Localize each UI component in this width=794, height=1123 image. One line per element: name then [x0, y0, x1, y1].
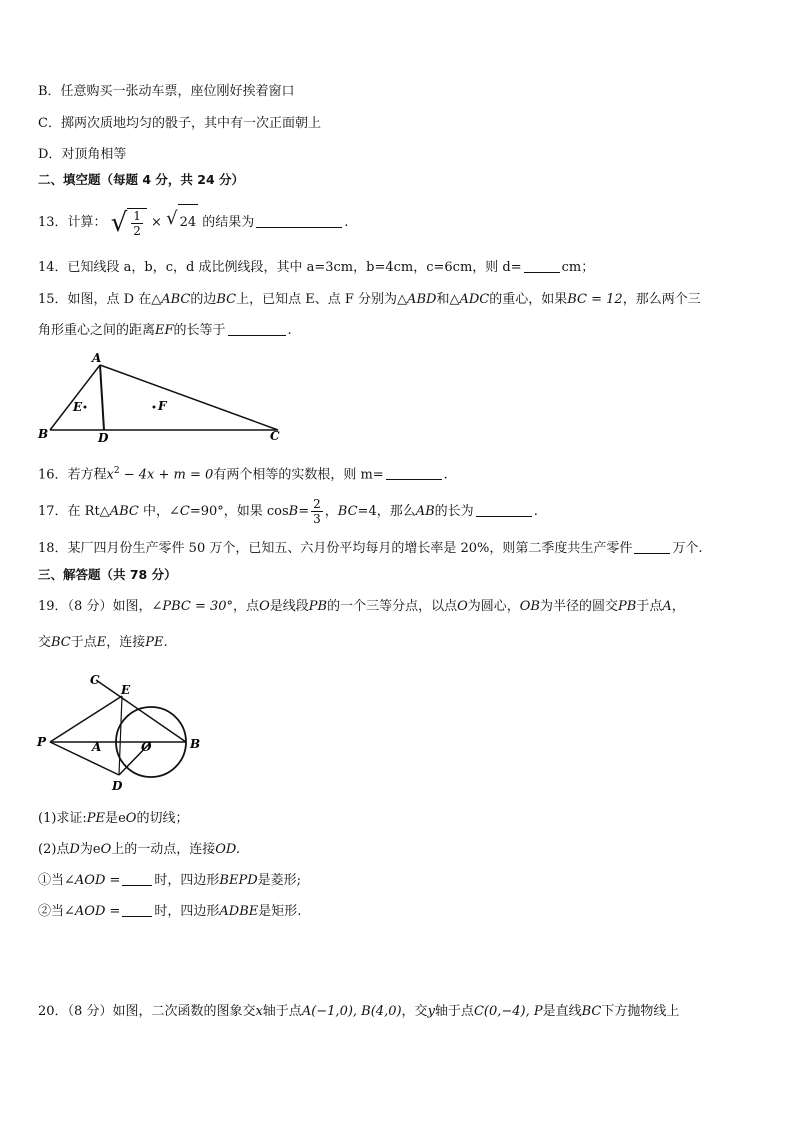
label-c: C: [270, 429, 280, 443]
question-16: 16．若方程$x^2 - 4x + m = 0$有两个相等的实数根，则 m= .: [38, 466, 448, 483]
point-e: [84, 406, 87, 409]
segment-ad: [100, 365, 104, 430]
answer-blank-19-1[interactable]: [122, 871, 152, 886]
answer-blank-14[interactable]: [524, 258, 560, 273]
question-19-line-2: 交BC于点E，连接PE.: [38, 635, 168, 650]
answer-blank-19-2[interactable]: [122, 902, 152, 917]
sqrt-fraction: √ $\frac{1}{2}$: [111, 208, 147, 238]
option-c: C．掷两次质地均匀的骰子，其中有一次正面朝上: [38, 116, 321, 131]
label-p: P: [37, 735, 47, 749]
answer-blank-15[interactable]: [228, 321, 286, 336]
segment-bc: [96, 680, 186, 742]
point-f: [153, 406, 156, 409]
question-20: 20．（8 分）如图，二次函数的图象交x轴于点A(−1,0), B(4,0)，交y轴于点C(0,−4), P是直线BC下方抛物线上: [38, 1004, 680, 1019]
label-c: C: [90, 673, 100, 687]
question-19-sub-1: ①当∠AOD = 时，四边形BEPD是菱形;: [38, 873, 302, 888]
section-fill-in-title: 二、填空题（每题 4 分，共 24 分）: [38, 172, 245, 187]
label-e: E: [73, 400, 83, 414]
option-d: D．对顶角相等: [38, 147, 127, 162]
question-15-line-2: 角形重心之间的距离EF的长等于 .: [38, 323, 292, 338]
answer-blank-18[interactable]: [634, 539, 670, 554]
label-b: B: [190, 737, 201, 751]
question-13: 13．计算： √ $\frac{1}{2}$ × √ 24 的结果为 .: [38, 204, 348, 241]
label-e: E: [121, 683, 131, 697]
segment-ab: [50, 365, 100, 430]
question-17: 17．在 Rt△ABC 中，∠C=90°，如果 cosB= $\frac{2}{3}$ ，BC=4，那么AB的长为 .: [38, 497, 538, 526]
label-f: F: [158, 399, 167, 413]
segment-ed: [119, 696, 122, 775]
answer-blank-17[interactable]: [476, 502, 532, 517]
label-o: O: [141, 740, 152, 754]
circle-figure: [30, 670, 215, 795]
segment-pe: [50, 696, 122, 742]
segment-pd: [50, 742, 119, 775]
sqrt-24: √ 24: [166, 204, 198, 241]
answer-blank-13[interactable]: [256, 213, 342, 228]
question-19-line-1: 19．（8 分）如图，∠PBC = 30°，点O是线段PB的一个三等分点，以点O为圆心，OB为半径的圆交PB于点A，: [38, 599, 685, 614]
triangle-figure: [30, 350, 290, 445]
label-a: A: [92, 740, 102, 754]
question-18: 18．某厂四月份生产零件 50 万个，已知五、六月份平均每月的增长率是 20%，则第二季度共生产零件 万个.: [38, 541, 703, 556]
question-14: 14．已知线段 a，b，c，d 成比例线段，其中 a=3cm，b=4cm，c=6cm，则 d= cm；: [38, 260, 595, 275]
label-d: D: [98, 431, 109, 445]
answer-blank-16[interactable]: [386, 465, 442, 480]
label-a: A: [92, 351, 102, 365]
question-19-sub-2: ②当∠AOD = 时，四边形ADBE是矩形.: [38, 904, 302, 919]
section-solution-title: 三、解答题（共 78 分）: [38, 567, 177, 582]
label-b: B: [38, 427, 49, 441]
question-19-part-1: (1)求证:PE是eO的切线；: [38, 811, 189, 826]
question-19-part-2: (2)点D为eO上的一动点，连接OD.: [38, 842, 241, 857]
label-d: D: [112, 779, 123, 793]
question-15-line-1: 15．如图，点 D 在△ABC的边BC上，已知点 E、点 F 分别为△ABD和△ADC的重心，如果BC = 12，那么两个三: [38, 292, 701, 307]
option-b: B．任意购买一张动车票，座位刚好挨着窗口: [38, 84, 295, 99]
segment-ac: [100, 365, 278, 430]
